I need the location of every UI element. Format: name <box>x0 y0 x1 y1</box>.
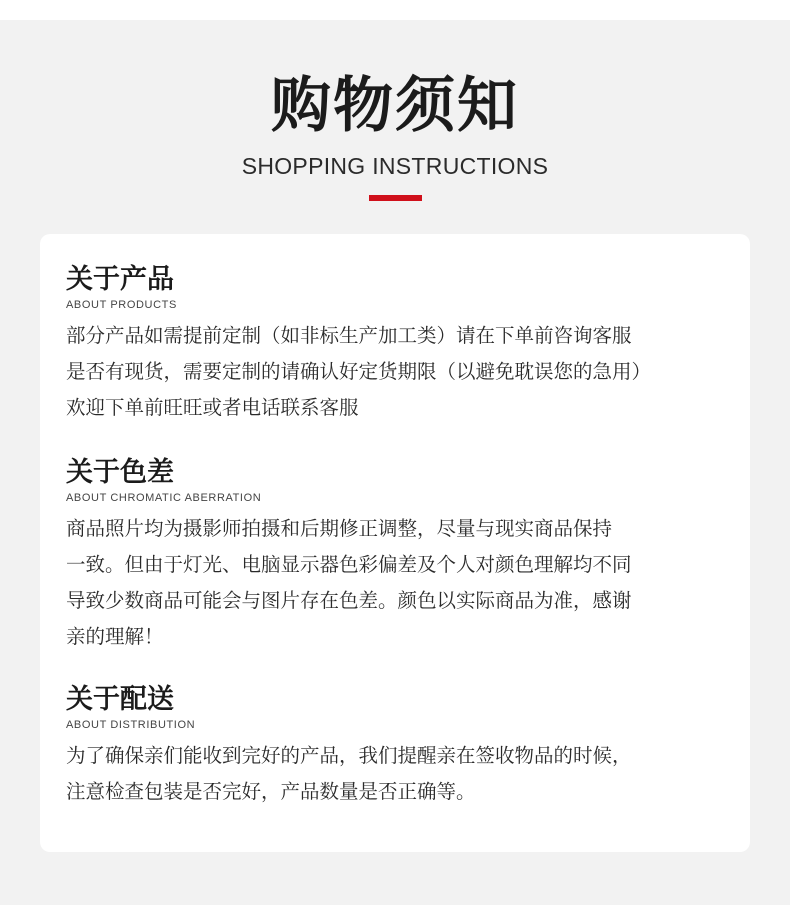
section-text-line: 是否有现货，需要定制的请确认好定货期限（以避免耽误您的急用） <box>66 360 652 383</box>
page-subtitle: SHOPPING INSTRUCTIONS <box>241 153 549 179</box>
section-text-line: 亲的理解！ <box>66 625 164 648</box>
section-text-line: 商品照片均为摄影师拍摄和后期修正调整，尽量与现实商品保持 <box>66 517 613 540</box>
section-title: 关于配送 <box>66 684 174 715</box>
section-title: 关于产品 <box>66 264 174 295</box>
section-text-line: 欢迎下单前旺旺或者电话联系客服 <box>66 396 359 419</box>
section-body <box>66 738 736 810</box>
section-text-line: 导致少数商品可能会与图片存在色差。颜色以实际商品为准，感谢 <box>66 589 632 612</box>
section-subtitle: ABOUT DISTRIBUTION <box>66 719 196 731</box>
section-title: 关于色差 <box>66 457 174 488</box>
section-text-line: 一致。但由于灯光、电脑显示器色彩偏差及个人对颜色理解均不同 <box>66 553 632 576</box>
instructions-card <box>40 234 750 852</box>
section-text-line: 注意检查包装是否完好，产品数量是否正确等。 <box>66 780 476 803</box>
section-subtitle: ABOUT CHROMATIC ABERRATION <box>66 492 262 504</box>
section-text-line: 为了确保亲们能收到完好的产品，我们提醒亲在签收物品的时候， <box>66 744 632 767</box>
section-about-distribution <box>66 684 736 810</box>
section-body <box>66 318 736 426</box>
section-body <box>66 511 736 655</box>
accent-divider <box>369 195 422 201</box>
section-text-line: 部分产品如需提前定制（如非标生产加工类）请在下单前咨询客服 <box>66 324 632 347</box>
section-about-chromatic-aberration <box>66 457 736 655</box>
section-subtitle: ABOUT PRODUCTS <box>66 299 177 311</box>
page-header <box>0 68 790 180</box>
page-title: 购物须知 <box>271 71 519 141</box>
section-about-products <box>66 264 736 426</box>
top-strip <box>0 0 790 20</box>
